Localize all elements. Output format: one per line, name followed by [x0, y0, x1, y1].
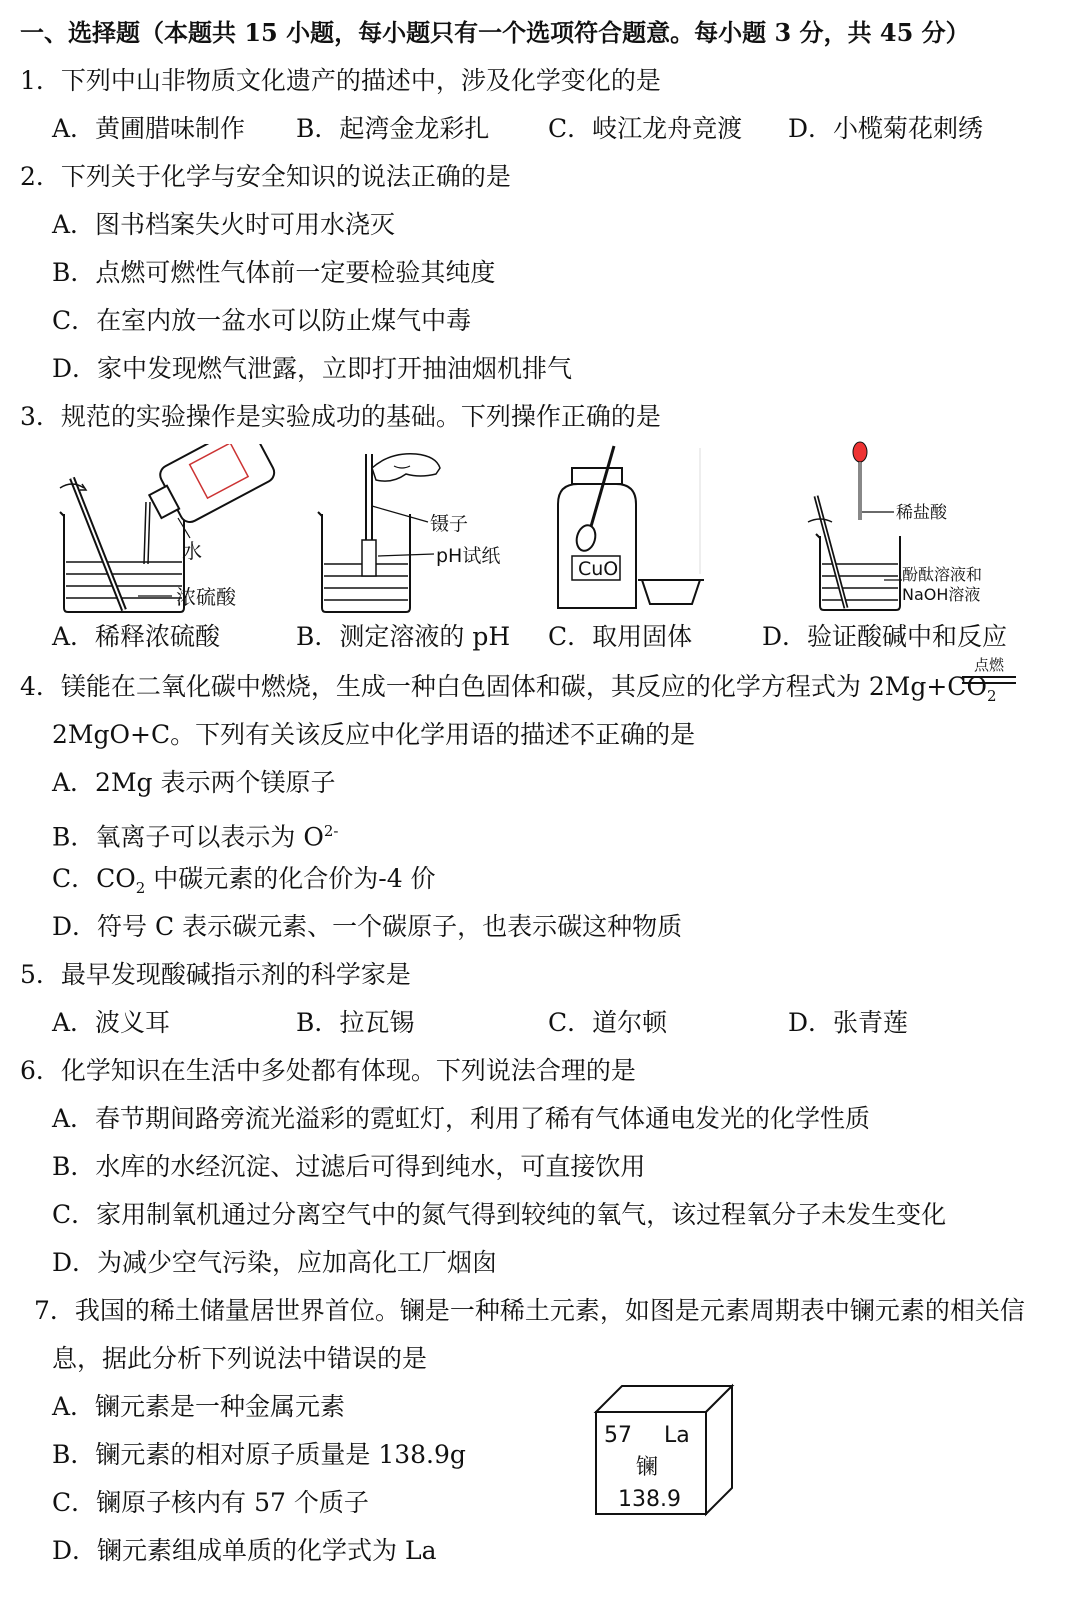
q7-option-d[interactable]: D．镧元素组成单质的化学式为 La	[52, 1536, 437, 1565]
question-1-stem: 1．下列中山非物质文化遗产的描述中，涉及化学变化的是	[20, 66, 661, 95]
label-ph-paper: pH试纸	[436, 545, 501, 567]
q1-option-d[interactable]: D．小榄菊花刺绣	[788, 114, 984, 143]
q3-option-b[interactable]: B．测定溶液的 pH	[296, 622, 511, 651]
q4-option-d[interactable]: D．符号 C 表示碳元素、一个碳原子，也表示碳这种物质	[52, 912, 683, 941]
element-name: 镧	[636, 1455, 659, 1480]
label-cuo: CuO	[578, 558, 619, 580]
q2-option-d[interactable]: D．家中发现燃气泄露，立即打开抽油烟机排气	[52, 354, 573, 383]
figure-take-solid	[550, 444, 710, 616]
lanthanum-element-card	[592, 1382, 742, 1522]
q4-option-c[interactable]: C．$CO_2$ 中碳元素的化合价为-4 价	[52, 864, 436, 897]
q5-option-c[interactable]: C．道尔顿	[548, 1008, 668, 1037]
q3-option-a[interactable]: A．稀释浓硫酸	[52, 622, 221, 651]
label-water: 水	[182, 539, 202, 563]
element-mass: 138.9	[618, 1487, 681, 1512]
q7-option-c[interactable]: C．镧原子核内有 57 个质子	[52, 1488, 369, 1517]
figure-measure-ph	[310, 444, 520, 616]
q4-option-b[interactable]: B．氧离子可以表示为 $O^{2-}$	[52, 822, 339, 852]
q3-option-d[interactable]: D．验证酸碱中和反应	[762, 622, 1008, 651]
question-4-stem-line2: 2MgO+C。下列有关该反应中化学用语的描述不正确 • • •的是	[52, 718, 695, 752]
section-title: 一、选择题（本题共 15 小题，每小题只有一个选项符合题意。每小题 3 分，共 45 分）	[20, 18, 970, 47]
element-atomic-number: 57	[604, 1423, 632, 1448]
q7-option-a[interactable]: A．镧元素是一种金属元素	[52, 1392, 346, 1421]
q1-option-a[interactable]: A．黄圃腊味制作	[52, 114, 246, 143]
question-6-stem: 6．化学知识在生活中多处都有体现。下列说法合理的是	[20, 1056, 636, 1085]
label-dilute-hcl: 稀盐酸	[896, 503, 947, 523]
q5-option-d[interactable]: D．张青莲	[788, 1008, 909, 1037]
question-7-stem-line2: 息，据此分析下列说法中错误 • •的是	[52, 1342, 427, 1376]
q6-option-a[interactable]: A．春节期间路旁流光溢彩的霓虹灯，利用了稀有气体通电发光的化学性质	[52, 1104, 871, 1133]
question-2-stem: 2．下列关于化学与安全知识的说法正确的是	[20, 162, 511, 191]
label-phenol-2: NaOH溶液	[902, 585, 981, 604]
q5-option-b[interactable]: B．拉瓦锡	[296, 1008, 415, 1037]
label-conc-acid: 浓硫酸	[176, 585, 236, 609]
question-7-stem-line1: 7．我国的稀土储量居世界首位。镧是一种稀土元素，如图是元素周期表中镧元素的相关信	[34, 1296, 1025, 1325]
q4-option-a[interactable]: A．2Mg 表示两个镁原子	[52, 768, 336, 797]
q6-option-c[interactable]: C．家用制氧机通过分离空气中的氮气得到较纯的氧气，该过程氧分子未发生变化	[52, 1200, 947, 1229]
q5-option-a[interactable]: A．波义耳	[52, 1008, 171, 1037]
question-4-stem-line1: 4．镁能在二氧化碳中燃烧，生成一种白色固体和碳，其反应的化学方程式为 $2Mg+CO_2$	[20, 672, 997, 705]
q3-option-c[interactable]: C．取用固体	[548, 622, 693, 651]
q1-option-c[interactable]: C．岐江龙舟竞渡	[548, 114, 743, 143]
q6-option-d[interactable]: D．为减少空气污染，应加高化工厂烟囱	[52, 1248, 498, 1277]
question-5-stem: 5．最早发现酸碱指示剂的科学家是	[20, 960, 411, 989]
figure-dilute-acid	[50, 444, 280, 616]
q7-option-b[interactable]: B．镧元素的相对原子质量是 138.9g	[52, 1440, 466, 1469]
q2-option-b[interactable]: B．点燃可燃性气体前一定要检验其纯度	[52, 258, 496, 287]
q6-option-b[interactable]: B．水库的水经沉淀、过滤后可得到纯水，可直接饮用	[52, 1152, 646, 1181]
element-symbol: La	[664, 1423, 690, 1448]
q2-option-c[interactable]: C．在室内放一盆水可以防止煤气中毒	[52, 306, 472, 335]
label-tweezers: 镊子	[430, 513, 469, 535]
question-3-stem: 3．规范的实验操作是实验成功的基础。下列操作正确的是	[20, 402, 661, 431]
reaction-condition: 点燃	[962, 656, 1016, 684]
label-phenol-1: 酚酞溶液和	[902, 565, 983, 584]
figure-neutralization	[800, 440, 1030, 616]
q2-option-a[interactable]: A．图书档案失火时可用水浇灭	[52, 210, 396, 239]
q1-option-b[interactable]: B．起湾金龙彩扎	[296, 114, 490, 143]
